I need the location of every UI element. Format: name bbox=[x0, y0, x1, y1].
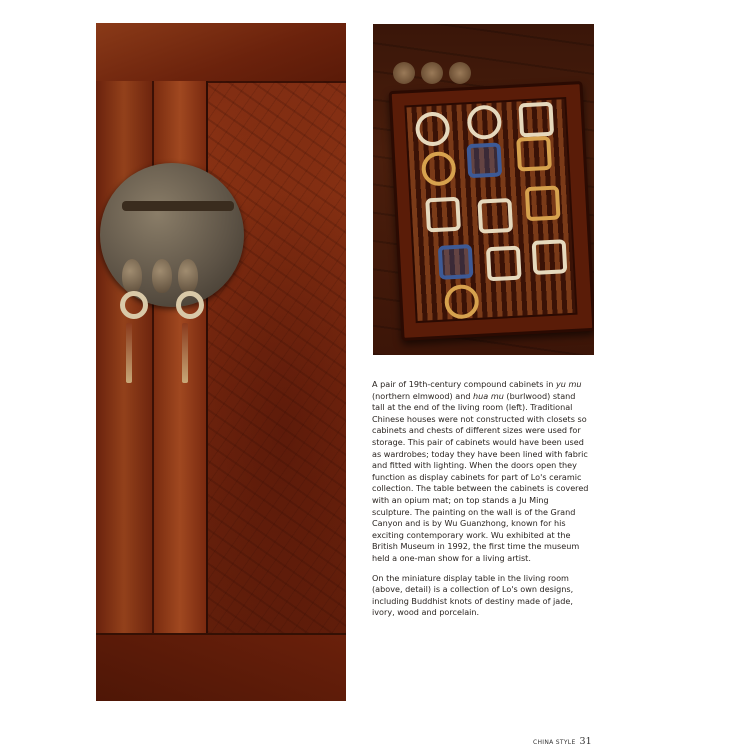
display-tray-photo bbox=[373, 24, 594, 355]
knot-ornament bbox=[477, 198, 513, 234]
running-footer-title: CHINA STYLE bbox=[533, 739, 576, 746]
carved-piece bbox=[421, 62, 443, 84]
knot-ornament bbox=[425, 197, 461, 233]
knot-ornament bbox=[444, 284, 480, 320]
knot-ornament bbox=[516, 136, 552, 172]
ivory-ring bbox=[176, 291, 204, 319]
carved-piece bbox=[393, 62, 415, 84]
round-lock-plate bbox=[100, 163, 244, 307]
caption-text: A pair of 19th-century compound cabinets in bbox=[372, 379, 556, 389]
knot-ornament bbox=[415, 111, 451, 147]
knot-ornament bbox=[518, 102, 554, 138]
knot-ornament bbox=[466, 104, 502, 140]
knot-ornament bbox=[486, 246, 522, 282]
photo-caption bbox=[372, 379, 590, 627]
knot-ornament bbox=[421, 151, 457, 187]
door-pull bbox=[152, 259, 172, 293]
door-pull bbox=[178, 259, 198, 293]
display-tray bbox=[389, 81, 594, 341]
caption-text: (northern elmwood) and bbox=[372, 390, 474, 401]
tassel bbox=[182, 323, 188, 383]
tassel bbox=[126, 323, 132, 383]
caption-paragraph-1 bbox=[372, 379, 590, 565]
page-number: 31 bbox=[579, 736, 592, 747]
caption-paragraph-2: On the miniature display table in the living room (above, detail) is a collection of Lo's own designs, including Buddhist knots of destiny made of jade, ivory, wood and porcelain. bbox=[372, 572, 574, 618]
cabinet-bottom-rail bbox=[96, 633, 346, 701]
knot-ornament bbox=[438, 244, 474, 280]
lock-bar bbox=[122, 201, 234, 211]
lacquer-texture bbox=[208, 81, 346, 633]
knot-ornament bbox=[532, 239, 568, 275]
door-pull bbox=[122, 259, 142, 293]
cabinet-top-rail bbox=[96, 23, 346, 83]
caption-text: (burlwood) stand tall at the end of the living room (left). Traditional Chinese houses were not constructed with closets so cabinets and chests of different sizes were used for storage. This pair of cabinets would have been used as wardrobes; today they have been lined with fabric and fitted with lighting. When the doors open they function as display cabinets for part of Lo's ceramic collection. The table between the cabinets is covered with an opium mat; on top stands a Ju Ming sculpture. The painting on the wall is of the Grand Canyon and is by Wu Guanzhong, known for his exciting contemporary work. Wu exhibited at the British Museum in 1992, the first time the museum held a one-man show for a living artist. bbox=[372, 390, 589, 563]
page-footer bbox=[533, 729, 592, 748]
caption-term: hua mu bbox=[473, 390, 504, 401]
knot-ornament bbox=[466, 142, 502, 178]
knot-ornament bbox=[525, 185, 561, 221]
tray-slats bbox=[404, 97, 577, 323]
caption-term: yu mu bbox=[555, 379, 582, 389]
cabinet-photo bbox=[96, 23, 346, 701]
ivory-ring bbox=[120, 291, 148, 319]
carved-piece bbox=[449, 62, 471, 84]
